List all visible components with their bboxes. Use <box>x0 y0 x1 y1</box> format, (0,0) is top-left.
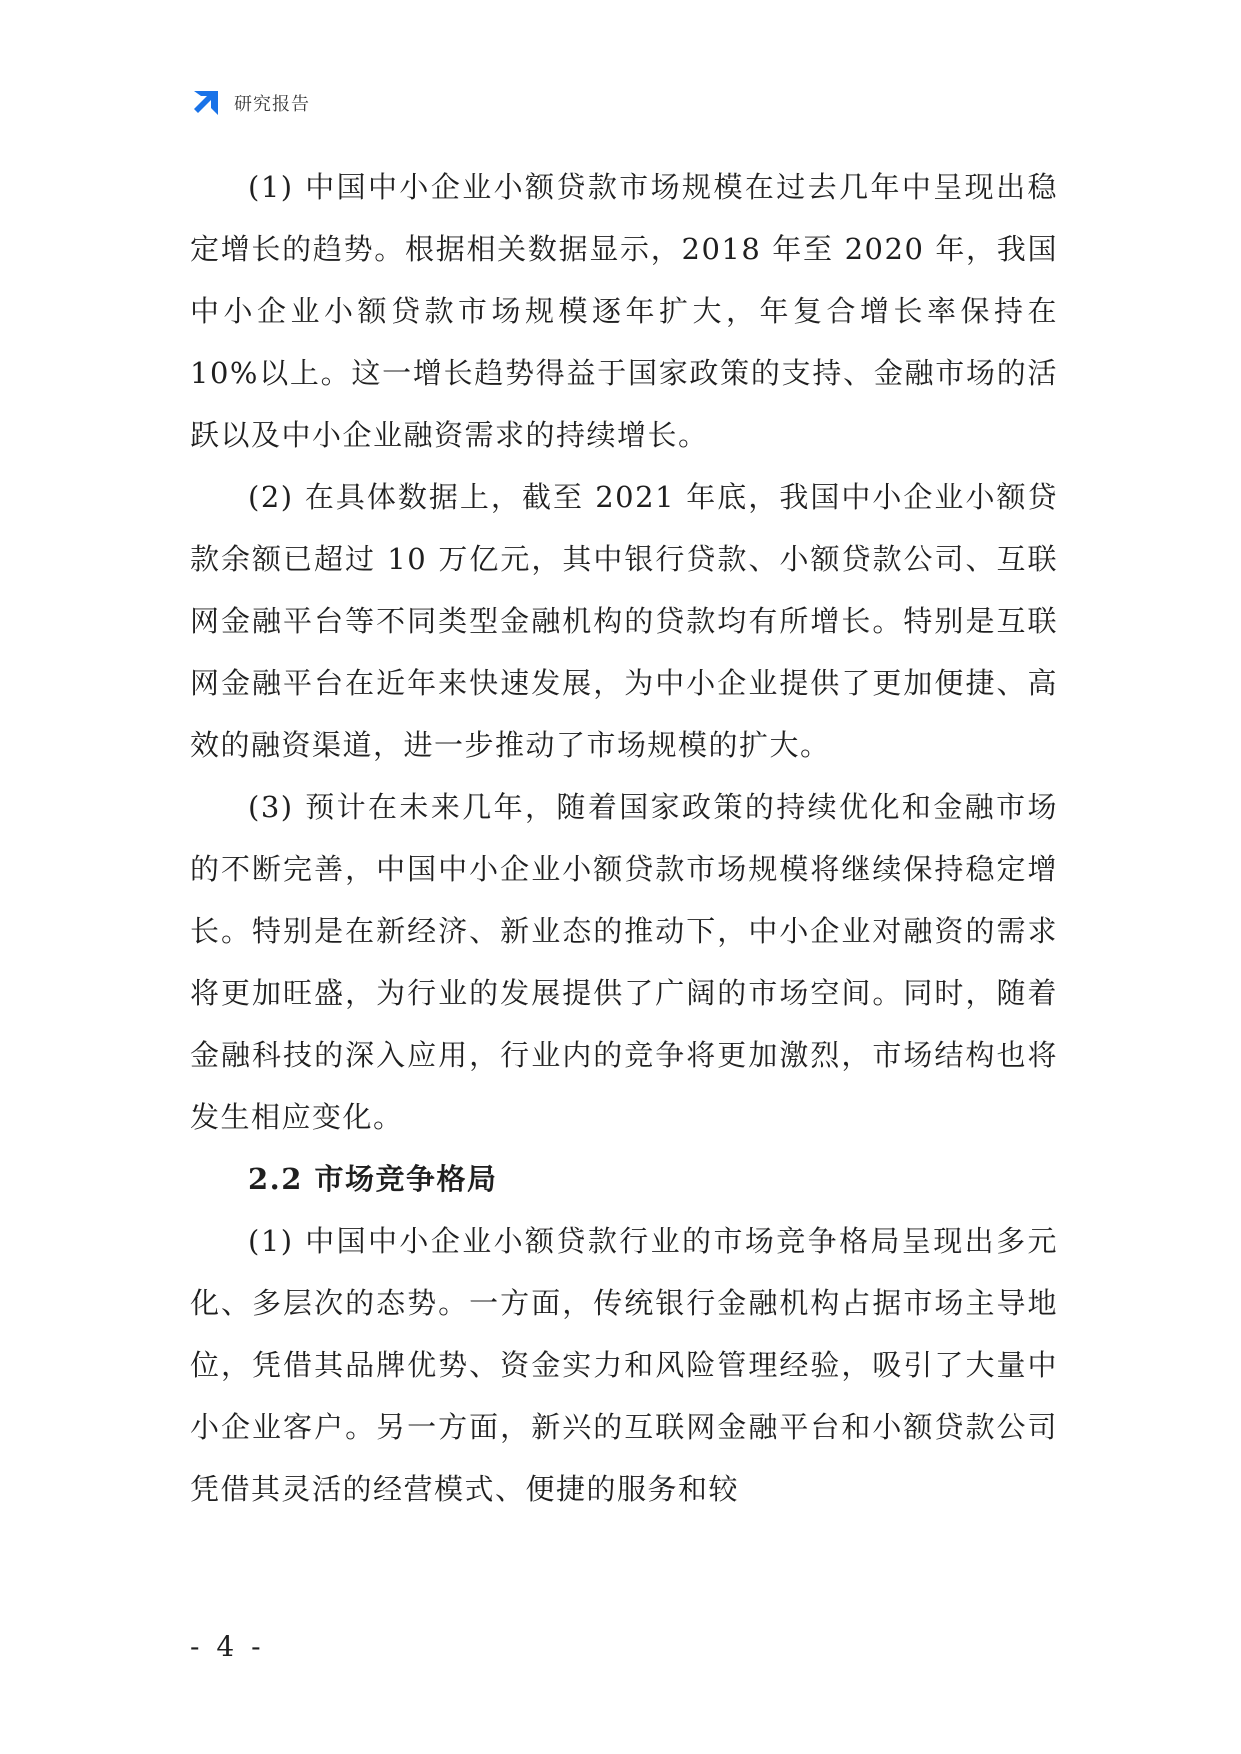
document-body <box>190 156 1058 1520</box>
paragraph-1: (1) 中国中小企业小额贷款市场规模在过去几年中呈现出稳定增长的趋势。根据相关数据显示，2018 年至 2020 年，我国中小企业小额贷款市场规模逐年扩大，年复合增长率保持在 10%以上。这一增长趋势得益于国家政策的支持、金融市场的活跃以及中小企业融资需求的持续增长。 <box>190 170 1058 452</box>
page-number: - 4 - <box>190 1630 265 1663</box>
paragraph-2: (2) 在具体数据上，截至 2021 年底，我国中小企业小额贷款余额已超过 10 万亿元，其中银行贷款、小额贷款公司、互联网金融平台等不同类型金融机构的贷款均有所增长。特别是互联网金融平台在近年来快速发展，为中小企业提供了更加便捷、高效的融资渠道，进一步推动了市场规模的扩大。 <box>190 480 1058 762</box>
report-header <box>190 86 310 120</box>
section-paragraph-1: (1) 中国中小企业小额贷款行业的市场竞争格局呈现出多元化、多层次的态势。一方面，传统银行金融机构占据市场主导地位，凭借其品牌优势、资金实力和风险管理经验，吸引了大量中小企业客户。另一方面，新兴的互联网金融平台和小额贷款公司凭借其灵活的经营模式、便捷的服务和较 <box>190 1224 1058 1506</box>
paragraph-3: (3) 预计在未来几年，随着国家政策的持续优化和金融市场的不断完善，中国中小企业小额贷款市场规模将继续保持稳定增长。特别是在新经济、新业态的推动下，中小企业对融资的需求将更加旺盛，为行业的发展提供了广阔的市场空间。同时，随着金融科技的深入应用，行业内的竞争将更加激烈，市场结构也将发生相应变化。 <box>190 790 1058 1134</box>
header-title: 研究报告 <box>234 94 310 115</box>
arrow-up-right-icon <box>190 87 222 119</box>
section-heading: 2.2 市场竞争格局 <box>248 1162 498 1196</box>
